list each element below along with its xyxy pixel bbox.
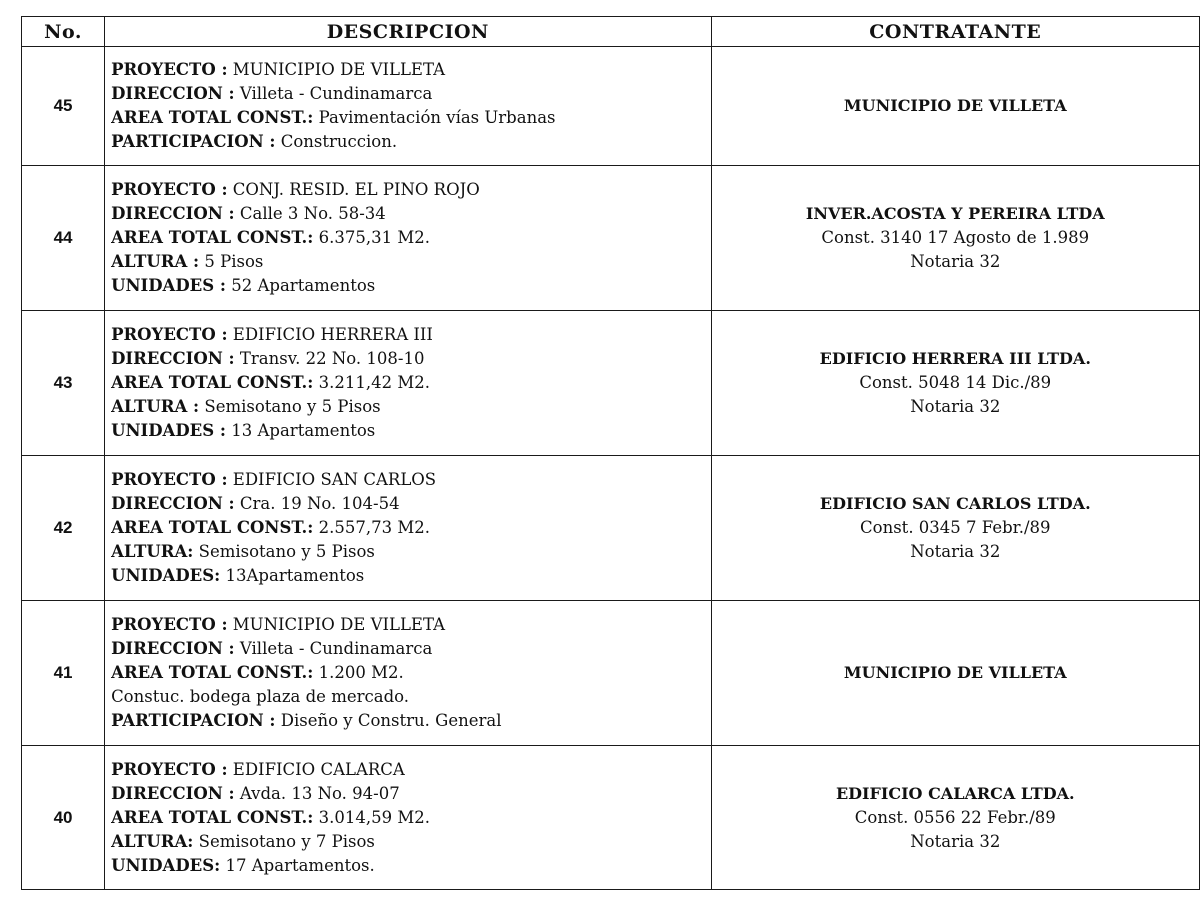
- table-row: [22, 746, 1200, 890]
- description-line: [111, 347, 705, 371]
- projects-table: [21, 16, 1200, 890]
- description-line: [111, 323, 705, 347]
- contratante-name: EDIFICIO HERRERA III LTDA.: [819, 349, 1091, 368]
- row-number: 41: [22, 601, 105, 746]
- row-description: [105, 47, 712, 166]
- contratante-detail: Const. 5048 14 Dic./89: [859, 373, 1052, 392]
- header-contratante: CONTRATANTE: [711, 17, 1199, 47]
- field-label: AREA TOTAL CONST.:: [111, 373, 314, 392]
- description-line: [111, 130, 705, 154]
- field-label: ALTURA:: [111, 831, 194, 851]
- field-label: PARTICIPACION :: [111, 711, 276, 730]
- field-label: AREA TOTAL CONST.:: [111, 807, 314, 827]
- field-value: 17 Apartamentos.: [220, 855, 375, 875]
- field-value: Avda. 13 No. 94-07: [234, 783, 400, 803]
- row-description: [105, 601, 712, 746]
- field-value: 6.375,31 M2.: [313, 228, 430, 247]
- description-line: [111, 82, 705, 106]
- description-line: [111, 468, 705, 492]
- table-row: [22, 311, 1200, 456]
- field-label: AREA TOTAL CONST.:: [111, 663, 314, 682]
- field-label: PROYECTO :: [111, 470, 228, 489]
- field-label: PROYECTO :: [111, 759, 228, 779]
- field-label: DIRECCION :: [111, 84, 235, 103]
- field-value: 13Apartamentos: [220, 566, 365, 585]
- description-line: [111, 806, 705, 830]
- field-label: DIRECCION :: [111, 494, 235, 513]
- field-value: 13 Apartamentos: [226, 421, 376, 440]
- contratante-name: EDIFICIO SAN CARLOS LTDA.: [819, 494, 1091, 513]
- field-label: DIRECCION :: [111, 639, 235, 658]
- description-line: [111, 226, 705, 250]
- contratante-name: EDIFICIO CALARCA LTDA.: [835, 783, 1075, 803]
- field-label: AREA TOTAL CONST.:: [111, 108, 314, 127]
- contratante-notaria: Notaria 32: [910, 542, 1001, 561]
- table-row: [22, 166, 1200, 311]
- description-line: [111, 516, 705, 540]
- description-line: [111, 709, 705, 733]
- contratante-notaria: Notaria 32: [910, 831, 1001, 851]
- field-label: UNIDADES:: [111, 855, 221, 875]
- row-contratante: [711, 456, 1199, 601]
- contratante-detail: Const. 3140 17 Agosto de 1.989: [821, 228, 1090, 247]
- field-label: UNIDADES :: [111, 421, 226, 440]
- header-descripcion: DESCRIPCION: [105, 17, 712, 47]
- field-label: ALTURA :: [111, 397, 200, 416]
- description-line: [111, 637, 705, 661]
- field-value: Villeta - Cundinamarca: [234, 639, 433, 658]
- description-line: [111, 685, 705, 709]
- description-line: [111, 492, 705, 516]
- contratante-name: MUNICIPIO DE VILLETA: [843, 663, 1067, 682]
- description-line: [111, 661, 705, 685]
- field-value: Construccion.: [275, 132, 398, 151]
- field-value: 1.200 M2.: [313, 663, 404, 682]
- description-line: [111, 830, 705, 854]
- description-line: [111, 613, 705, 637]
- field-value: EDIFICIO CALARCA: [227, 759, 405, 779]
- row-number: 40: [22, 746, 105, 890]
- row-description: [105, 746, 712, 890]
- description-line: [111, 274, 705, 298]
- row-contratante: [711, 47, 1199, 166]
- field-value: 2.557,73 M2.: [313, 518, 430, 537]
- description-line: [111, 854, 705, 878]
- field-value: Transv. 22 No. 108-10: [234, 349, 425, 368]
- row-number: 45: [22, 47, 105, 166]
- field-value: 52 Apartamentos: [226, 276, 376, 295]
- contratante-detail: Const. 0345 7 Febr./89: [860, 518, 1051, 537]
- row-contratante: [711, 601, 1199, 746]
- description-line: [111, 106, 705, 130]
- description-line: [111, 371, 705, 395]
- row-contratante: [711, 311, 1199, 456]
- field-value: Villeta - Cundinamarca: [234, 84, 433, 103]
- row-description: [105, 311, 712, 456]
- contratante-notaria: Notaria 32: [910, 397, 1001, 416]
- field-label: UNIDADES :: [111, 276, 226, 295]
- description-line: [111, 58, 705, 82]
- contratante-notaria: Notaria 32: [910, 252, 1001, 271]
- row-description: [105, 166, 712, 311]
- field-value: EDIFICIO SAN CARLOS: [227, 470, 437, 489]
- contratante-name: MUNICIPIO DE VILLETA: [843, 96, 1067, 115]
- row-number: 42: [22, 456, 105, 601]
- field-label: PARTICIPACION :: [111, 132, 276, 151]
- field-value: 5 Pisos: [199, 252, 264, 271]
- description-line: [111, 782, 705, 806]
- field-label: PROYECTO :: [111, 615, 228, 634]
- header-row: [22, 17, 1200, 47]
- field-value: 3.211,42 M2.: [313, 373, 430, 392]
- field-value: MUNICIPIO DE VILLETA: [227, 60, 445, 79]
- description-line: [111, 202, 705, 226]
- table-row: [22, 47, 1200, 166]
- description-line: [111, 419, 705, 443]
- row-contratante: [711, 166, 1199, 311]
- row-description: [105, 456, 712, 601]
- description-line: [111, 178, 705, 202]
- field-value: Cra. 19 No. 104-54: [234, 494, 400, 513]
- field-label: UNIDADES:: [111, 566, 221, 585]
- field-value: Pavimentación vías Urbanas: [313, 108, 556, 127]
- field-value: EDIFICIO HERRERA III: [227, 325, 433, 344]
- field-label: AREA TOTAL CONST.:: [111, 228, 314, 247]
- description-line: [111, 758, 705, 782]
- field-value: Semisotano y 5 Pisos: [193, 542, 375, 561]
- field-value: Diseño y Constru. General: [275, 711, 502, 730]
- field-value: MUNICIPIO DE VILLETA: [227, 615, 445, 634]
- description-line: [111, 564, 705, 588]
- row-number: 43: [22, 311, 105, 456]
- field-label: DIRECCION :: [111, 783, 235, 803]
- contratante-detail: Const. 0556 22 Febr./89: [854, 807, 1056, 827]
- field-label: DIRECCION :: [111, 204, 235, 223]
- header-no: No.: [22, 17, 105, 47]
- field-label: AREA TOTAL CONST.:: [111, 518, 314, 537]
- field-value: Semisotano y 7 Pisos: [193, 831, 375, 851]
- field-label: PROYECTO :: [111, 325, 228, 344]
- field-value: Semisotano y 5 Pisos: [199, 397, 381, 416]
- description-line: [111, 540, 705, 564]
- field-value: Constuc. bodega plaza de mercado.: [111, 687, 410, 706]
- field-value: CONJ. RESID. EL PINO ROJO: [227, 180, 480, 199]
- row-contratante: [711, 746, 1199, 890]
- field-label: ALTURA :: [111, 252, 200, 271]
- row-number: 44: [22, 166, 105, 311]
- field-label: PROYECTO :: [111, 180, 228, 199]
- field-label: PROYECTO :: [111, 60, 228, 79]
- description-line: [111, 250, 705, 274]
- field-value: 3.014,59 M2.: [313, 807, 430, 827]
- field-label: ALTURA:: [111, 542, 194, 561]
- table-row: [22, 456, 1200, 601]
- field-label: DIRECCION :: [111, 349, 235, 368]
- field-value: Calle 3 No. 58-34: [234, 204, 386, 223]
- table-row: [22, 601, 1200, 746]
- description-line: [111, 395, 705, 419]
- contratante-name: INVER.ACOSTA Y PEREIRA LTDA: [805, 204, 1105, 223]
